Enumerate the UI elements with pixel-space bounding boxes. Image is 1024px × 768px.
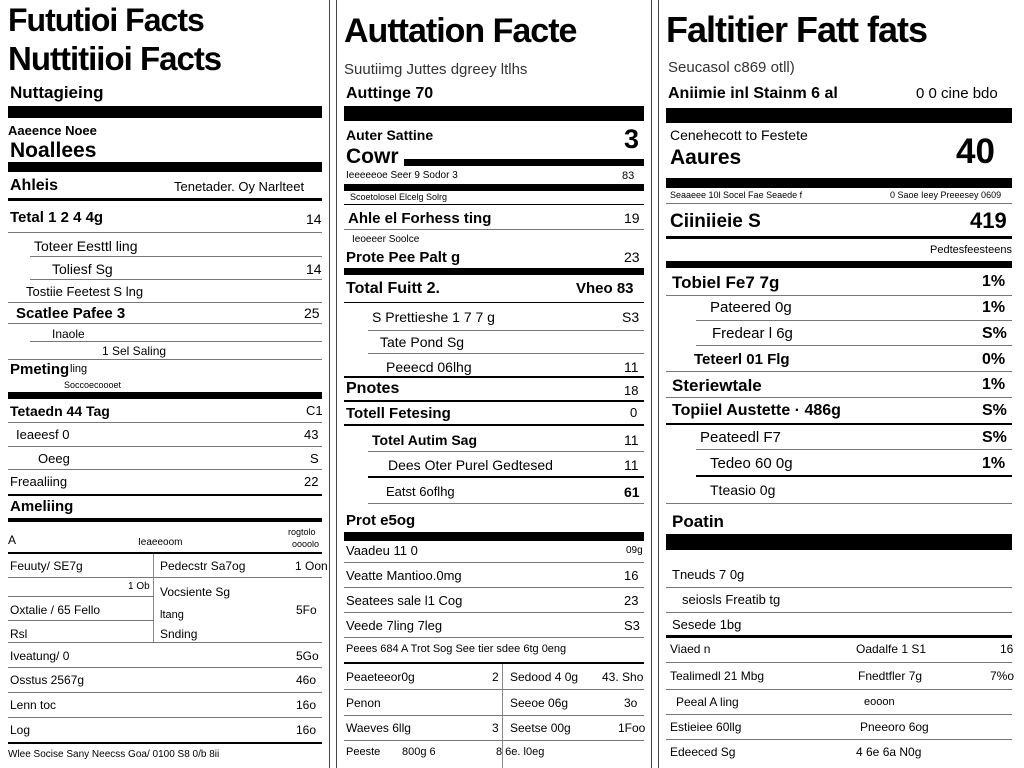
divider [344, 562, 644, 563]
panel2-subtitle-1: Suutiimg Juttes dgreey ltlhs [344, 61, 528, 78]
thick-rule [666, 261, 1012, 268]
divider [8, 494, 322, 496]
grid-cell: eooon [864, 696, 895, 708]
panel-separator [336, 0, 337, 768]
nutrient-label: Peeecd 06lhg [386, 359, 472, 375]
grid-vline [153, 554, 154, 642]
nutrient-value: 0% [982, 351, 1006, 368]
divider [666, 662, 1012, 663]
grid-cell: Peeste [346, 746, 381, 758]
nutrient-label: Soccoecoooet [64, 380, 122, 390]
grid-cell: 46o [296, 673, 317, 687]
thick-rule [666, 108, 1012, 123]
divider [368, 330, 644, 331]
nutrient-label: Tteasio 0g [710, 482, 776, 498]
nutrient-value: S3 [622, 309, 640, 325]
nutrient-label: Topiiel Austette · 486g [672, 402, 841, 419]
grid-cell: 1Foo [618, 721, 646, 735]
nutrient-label: Ieaeesf 0 [16, 427, 70, 442]
divider [344, 689, 644, 690]
divider [344, 302, 644, 303]
footnote: Wlee Socise Sany Neecss Goa/ 0100 S8 0/b 8ii [8, 749, 220, 760]
grid-cell: Pneeoro 6og [860, 720, 929, 734]
nutrient-value: C1 [306, 403, 323, 418]
grid-cell: Penon [346, 696, 381, 710]
grid-cell: 43. Sho [602, 670, 644, 684]
divider [344, 204, 644, 205]
grid-cell: Log [10, 723, 31, 737]
nutrient-label: Prote Pee Palt g [346, 249, 461, 266]
vitamin-label: Sesede 1bg [672, 617, 742, 632]
divider [8, 469, 322, 470]
grid-cell: Feuuty/ SE7g [10, 559, 83, 573]
nutrient-label: Pmeting [10, 361, 70, 378]
grid-cell: Seeoe 06g [510, 696, 569, 710]
divider [8, 446, 322, 447]
nutrient-label: Tetal 1 2 4 4g [10, 209, 104, 226]
thick-rule [8, 106, 322, 118]
grid-cell: Sedood 4 0g [510, 670, 579, 684]
nutrient-value: S% [982, 429, 1007, 446]
divider [153, 577, 322, 578]
nutrient-label: Inaole [52, 327, 85, 341]
divider [344, 376, 644, 378]
nutrient-value: 18 [624, 383, 639, 398]
header-right: 0 Saoe Ieey Preeesey 0609 [890, 190, 1002, 200]
grid-cell: Vocsiente Sg [160, 585, 231, 599]
nutrient-label: Ieoeeer Soolce [352, 234, 420, 245]
vitamin-value: S3 [624, 618, 640, 633]
grid-cell: Lenn toc [10, 698, 57, 712]
footer-header-r1: rogtolo [288, 527, 316, 537]
divider [8, 422, 322, 423]
divider [8, 232, 322, 233]
divider [30, 279, 322, 280]
vitamin-label: Veatte Mantioo.0mg [346, 568, 462, 583]
nutrient-value: S [310, 451, 319, 466]
divider [666, 739, 1012, 740]
grid-cell: Oxtalie / 65 Fello [10, 603, 101, 617]
thick-rule [666, 178, 1012, 188]
footer-header-mid: Ieaeeoom [138, 537, 183, 548]
thick-rule [8, 162, 322, 172]
nutrient-label: Total Fuitt 2. [346, 280, 440, 297]
nutrient-label: Tate Pond Sg [380, 334, 465, 350]
nutrient-label: Tetaedn 44 Tag [10, 403, 110, 419]
header-left-2: Scoetolosel Elcelg Solrg [350, 192, 448, 202]
nutrition-panel-1 [0, 0, 328, 768]
divider [666, 397, 1012, 398]
vitamin-label: seiosls Freatib tg [682, 592, 781, 607]
divider [368, 503, 644, 504]
nutrient-label: Freaaliing [10, 474, 68, 489]
divider [368, 353, 644, 354]
divider [368, 451, 644, 452]
thick-rule [404, 159, 644, 166]
divider [344, 400, 644, 402]
grid-cell: Peeal A ling [676, 695, 739, 709]
divider [696, 320, 1012, 321]
grid-cell: Peaeteeor0g [346, 670, 415, 684]
calories-label: Ciiniieie S [670, 211, 761, 232]
header-left: Ieeeeeoe Seer 9 Sodor 3 [346, 170, 458, 181]
nutrient-label: Ameliing [10, 498, 74, 515]
grid-cell: Osstus 2567g [10, 673, 85, 687]
nutrient-value: 14 [306, 261, 322, 277]
nutrient-value: 61 [624, 484, 640, 500]
divider [666, 503, 1012, 504]
nutrient-value: 1% [982, 299, 1006, 316]
serving-value: 40 [956, 132, 995, 171]
grid-cell: Edeeced Sg [670, 745, 736, 759]
grid-cell: Fnedtfler 7g [858, 669, 923, 683]
panel2-subtitle-2: Auttinge 70 [346, 85, 434, 102]
panel3-title: Faltitier Fatt fats [666, 9, 928, 50]
nutrient-value: 11 [624, 457, 639, 473]
nutrient-label: Eatst 6oflhg [386, 484, 455, 499]
divider [344, 637, 644, 638]
nutrient-label: 1 Sel Saling [102, 344, 167, 358]
nutrient-label: Prot e5og [346, 512, 416, 529]
grid-cell: 7%o [990, 669, 1015, 683]
serving-small: Auter Sattine [346, 127, 434, 143]
nutrient-label: S Prettieshe 1 7 7 g [372, 309, 495, 325]
divider [696, 449, 1012, 450]
panel1-subtitle: Nuttagieing [10, 83, 104, 102]
nutrient-label: Tobiel Fe7 7g [672, 273, 780, 292]
nutrient-value: Vheo 83 [576, 280, 634, 297]
divider [8, 198, 322, 201]
grid-cell: 800g 6 [402, 746, 436, 758]
wide-row: Peees 684 A Trot Sog See tier sdee 6tg 0eng [346, 643, 567, 655]
divider [344, 740, 644, 741]
divider [344, 229, 644, 230]
panel3-subtitle-2-right: 0 0 cine bdo [916, 85, 998, 102]
nutrition-panel-3 [660, 0, 1024, 768]
divider [8, 577, 154, 578]
grid-cell: Rsl [10, 627, 28, 641]
nutrient-label: Tedeo 60 0g [710, 455, 793, 472]
nutrient-label: Toteer Eesttl ling [34, 238, 138, 254]
divider [30, 341, 322, 342]
grid-cell: ltang [160, 609, 184, 621]
thick-rule [344, 106, 644, 121]
grid-cell: Iveatung/ 0 [10, 649, 70, 663]
panel-separator [658, 0, 659, 768]
divider [666, 295, 1012, 296]
divider [8, 692, 322, 693]
thick-rule [666, 534, 1012, 550]
divider [8, 642, 322, 643]
nutrient-value: S% [982, 402, 1007, 419]
grid-cell: Oadalfe 1 S1 [856, 642, 927, 656]
grid-cell: 8 6e. l0eg [496, 746, 545, 758]
nutrient-label: Totel Autim Sag [372, 432, 477, 448]
nutrient-value: 11 [624, 359, 639, 375]
nutrient-value: 23 [624, 249, 640, 265]
nutrient-label: Totell Fetesing [346, 405, 451, 422]
divider [30, 256, 322, 257]
divider [344, 715, 644, 716]
panel1-title-2: Nuttitiioi Facts [8, 40, 222, 77]
serving-big: Cowr [346, 145, 399, 168]
divider [666, 423, 1012, 425]
grid-cell: 16o [296, 698, 317, 712]
divider [8, 717, 322, 718]
divider [8, 359, 322, 360]
thick-rule [344, 184, 644, 191]
nutrient-label: Pateered 0g [710, 299, 792, 316]
nutrient-label: Peateedl F7 [700, 429, 781, 446]
grid-cell: 2 [492, 670, 499, 684]
grid-cell: Tealimedl 21 Mbg [670, 669, 765, 683]
divider [344, 587, 644, 588]
vitamin-label: Seatees sale l1 Cog [346, 593, 463, 608]
divider [666, 689, 1012, 690]
divider [696, 345, 1012, 346]
serving-big: Noallees [10, 139, 97, 162]
nutrient-value: 1% [982, 376, 1006, 393]
nutrient-value: 1% [982, 273, 1006, 290]
vitamin-value: 09g [626, 545, 643, 556]
nutrient-label: Ahle el Forhess ting [348, 210, 492, 227]
nutrient-value: 0 [630, 405, 638, 420]
nutrient-label: Tostiie Feetest S lng [26, 284, 144, 299]
nutrient-value: S% [982, 325, 1007, 342]
header-left: Seaaeee 10l Socel Fae Seaede f [670, 190, 803, 200]
panel1-title-1: Fututioi Facts [8, 2, 204, 38]
grid-cell: 1 Ob [128, 581, 150, 592]
nutrient-value: 19 [624, 210, 640, 226]
divider [666, 714, 1012, 715]
divider [8, 323, 322, 324]
header-right: 83 [622, 170, 635, 182]
nutrient-label: Dees Oter Purel Gedtesed [388, 457, 553, 473]
nutrient-label: Toliesf Sg [52, 261, 113, 277]
divider [8, 620, 154, 621]
vitamin-value: 16 [624, 568, 639, 583]
vitamin-value: 23 [624, 593, 639, 608]
thick-rule [666, 635, 1012, 638]
nutrient-value: 14 [306, 211, 322, 227]
nutrition-panel-2 [338, 0, 650, 768]
divider [666, 612, 1012, 613]
col-header-left: Ahleis [10, 177, 59, 194]
thick-rule [666, 236, 1012, 239]
nutrient-value: 43 [304, 427, 319, 442]
divider [8, 596, 154, 597]
grid-cell: 5Go [296, 649, 319, 663]
grid-cell: 4 6e 6a N0g [856, 745, 922, 759]
nutrient-value: 25 [304, 305, 320, 321]
divider [344, 662, 644, 664]
nutrient-value: 1% [982, 455, 1006, 472]
divider [344, 612, 644, 613]
panel-separator [651, 0, 652, 768]
nutrient-label: Pnotes [346, 380, 400, 397]
thick-rule [8, 392, 322, 399]
nutrient-label: Fredear l 6g [712, 325, 793, 342]
grid-cell: Estieiee 60llg [670, 720, 742, 734]
col-header-right: Tenetader. Oy Narlteet [174, 179, 305, 194]
vitamin-label: Vaadeu 11 0 [346, 543, 418, 558]
footer-header-a: A [8, 533, 17, 547]
divider [696, 475, 1012, 477]
serving-small: Aaeence Noee [8, 123, 97, 138]
serving-value: 3 [624, 124, 640, 154]
panel3-subtitle-1: Seucasol c869 otll) [668, 59, 795, 76]
nutrient-value: 22 [304, 474, 319, 489]
divider [368, 476, 644, 478]
grid-cell: 3 [492, 721, 499, 735]
nutrient-label: Scatlee Pafee 3 [16, 305, 126, 322]
divider [8, 302, 322, 303]
grid-cell: 5Fo [296, 603, 317, 617]
grid-cell: 3o [624, 696, 638, 710]
nutrient-label: Teteerl 01 Flg [694, 351, 790, 368]
nutrient-label: Steriewtale [672, 376, 762, 395]
panel3-subtitle-2-left: Aniimie inl Stainm 6 al [668, 85, 838, 102]
panel-separator [329, 0, 330, 768]
daily-value-header: Pedtesfeesteens [930, 244, 1012, 256]
nutrient-label: Oeeg [38, 451, 70, 466]
vitamin-label: Veede 7ling 7leg [346, 618, 443, 633]
grid-cell: 1 Oon [295, 559, 328, 573]
nutrient-value: 11 [624, 432, 639, 448]
serving-big: Aaures [670, 146, 742, 169]
thick-rule [8, 518, 322, 522]
divider [666, 587, 1012, 588]
divider [666, 371, 1012, 372]
serving-small: Cenehecott to Festete [670, 127, 808, 143]
footer-header-r2: oooolo [292, 539, 320, 549]
grid-cell: Snding [160, 627, 198, 641]
panel2-title: Auttation Facte [344, 12, 577, 50]
vitamin-label: Tneuds 7 0g [672, 567, 745, 582]
grid-cell: Viaed n [670, 642, 711, 656]
divider [666, 203, 1012, 204]
grid-cell: 16 [1000, 642, 1014, 656]
thick-rule [344, 532, 644, 541]
grid-cell: Pedecstr Sa7og [160, 559, 246, 573]
grid-cell: Waeves 6llg [346, 721, 411, 735]
nutrient-label: Poatin [672, 512, 724, 531]
calories-value: 419 [970, 208, 1007, 233]
divider [8, 742, 322, 744]
divider [8, 552, 322, 554]
divider [8, 667, 322, 668]
grid-cell: 16o [296, 723, 317, 737]
nutrient-label: ling [70, 363, 88, 375]
divider [344, 424, 644, 426]
grid-cell: Seetse 00g [510, 721, 571, 735]
thick-rule [344, 268, 644, 275]
